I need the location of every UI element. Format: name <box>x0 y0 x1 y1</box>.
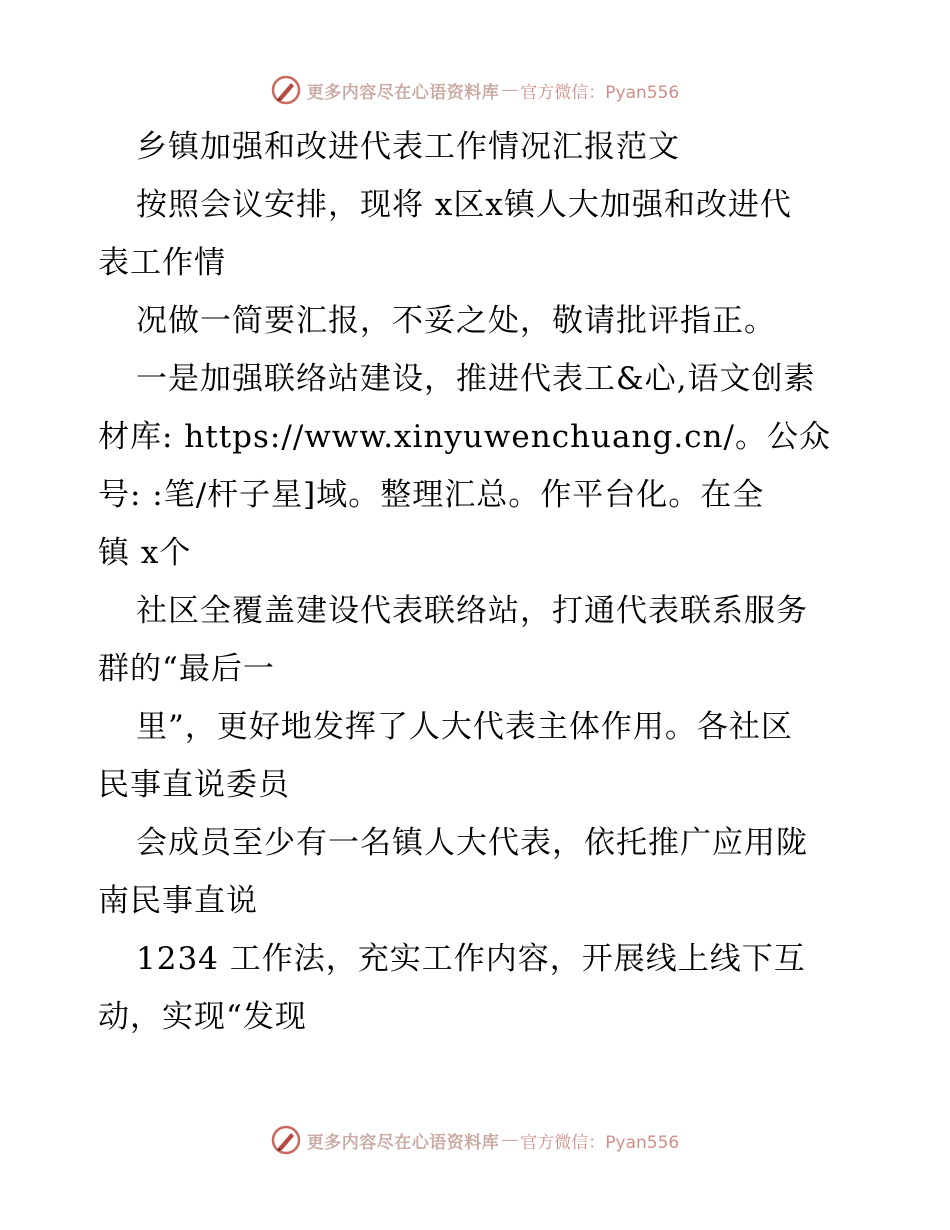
paragraph-line: 况做一简要汇报，不妥之处，敬请批评指正。 <box>136 303 776 339</box>
banner-wechat-text: 官方微信：Pyan556 <box>520 1132 680 1153</box>
banner-dash: — <box>501 1130 519 1150</box>
document-body <box>98 118 858 1046</box>
banner-dash: — <box>501 80 519 100</box>
paragraph-line: 民事直说委员 <box>98 767 290 803</box>
paragraph-line: 材库: https://www.xinyuwenchuang.cn/。公众 <box>98 419 831 455</box>
pen-logo-icon <box>271 75 301 105</box>
paragraph-line: 动，实现“发现 <box>98 999 307 1035</box>
paragraph-line: 1234 工作法，充实工作内容，开展线上线下互 <box>136 941 806 977</box>
banner-wechat-text: 官方微信：Pyan556 <box>520 82 680 103</box>
pen-logo-icon <box>271 1125 301 1155</box>
paragraph-line: 一是加强联络站建设，推进代表工&心,语文创素 <box>136 361 816 397</box>
banner-main-text: 更多内容尽在心语资料库 <box>306 82 500 103</box>
banner-main-text: 更多内容尽在心语资料库 <box>306 1132 500 1153</box>
paragraph-line: 里”，更好地发挥了人大代表主体作用。各社区 <box>136 709 793 745</box>
paragraph-line: 南民事直说 <box>98 883 258 919</box>
paragraph-line: 按照会议安排，现将 x区x镇人大加强和改进代 <box>136 187 792 223</box>
paragraph-line: 号: :笔/杆子星]域。整理汇总。作平台化。在全 <box>98 477 765 513</box>
paragraph-line: 群的“最后一 <box>98 651 275 687</box>
document-title: 乡镇加强和改进代表工作情况汇报范文 <box>136 129 680 165</box>
header-banner <box>0 70 950 110</box>
paragraph-line: 社区全覆盖建设代表联络站，打通代表联系服务 <box>136 593 808 629</box>
footer-banner <box>0 1120 950 1160</box>
paragraph-line: 表工作情 <box>98 245 226 281</box>
paragraph-line: 镇 x个 <box>98 535 192 571</box>
paragraph-line: 会成员至少有一名镇人大代表，依托推广应用陇 <box>136 825 808 861</box>
